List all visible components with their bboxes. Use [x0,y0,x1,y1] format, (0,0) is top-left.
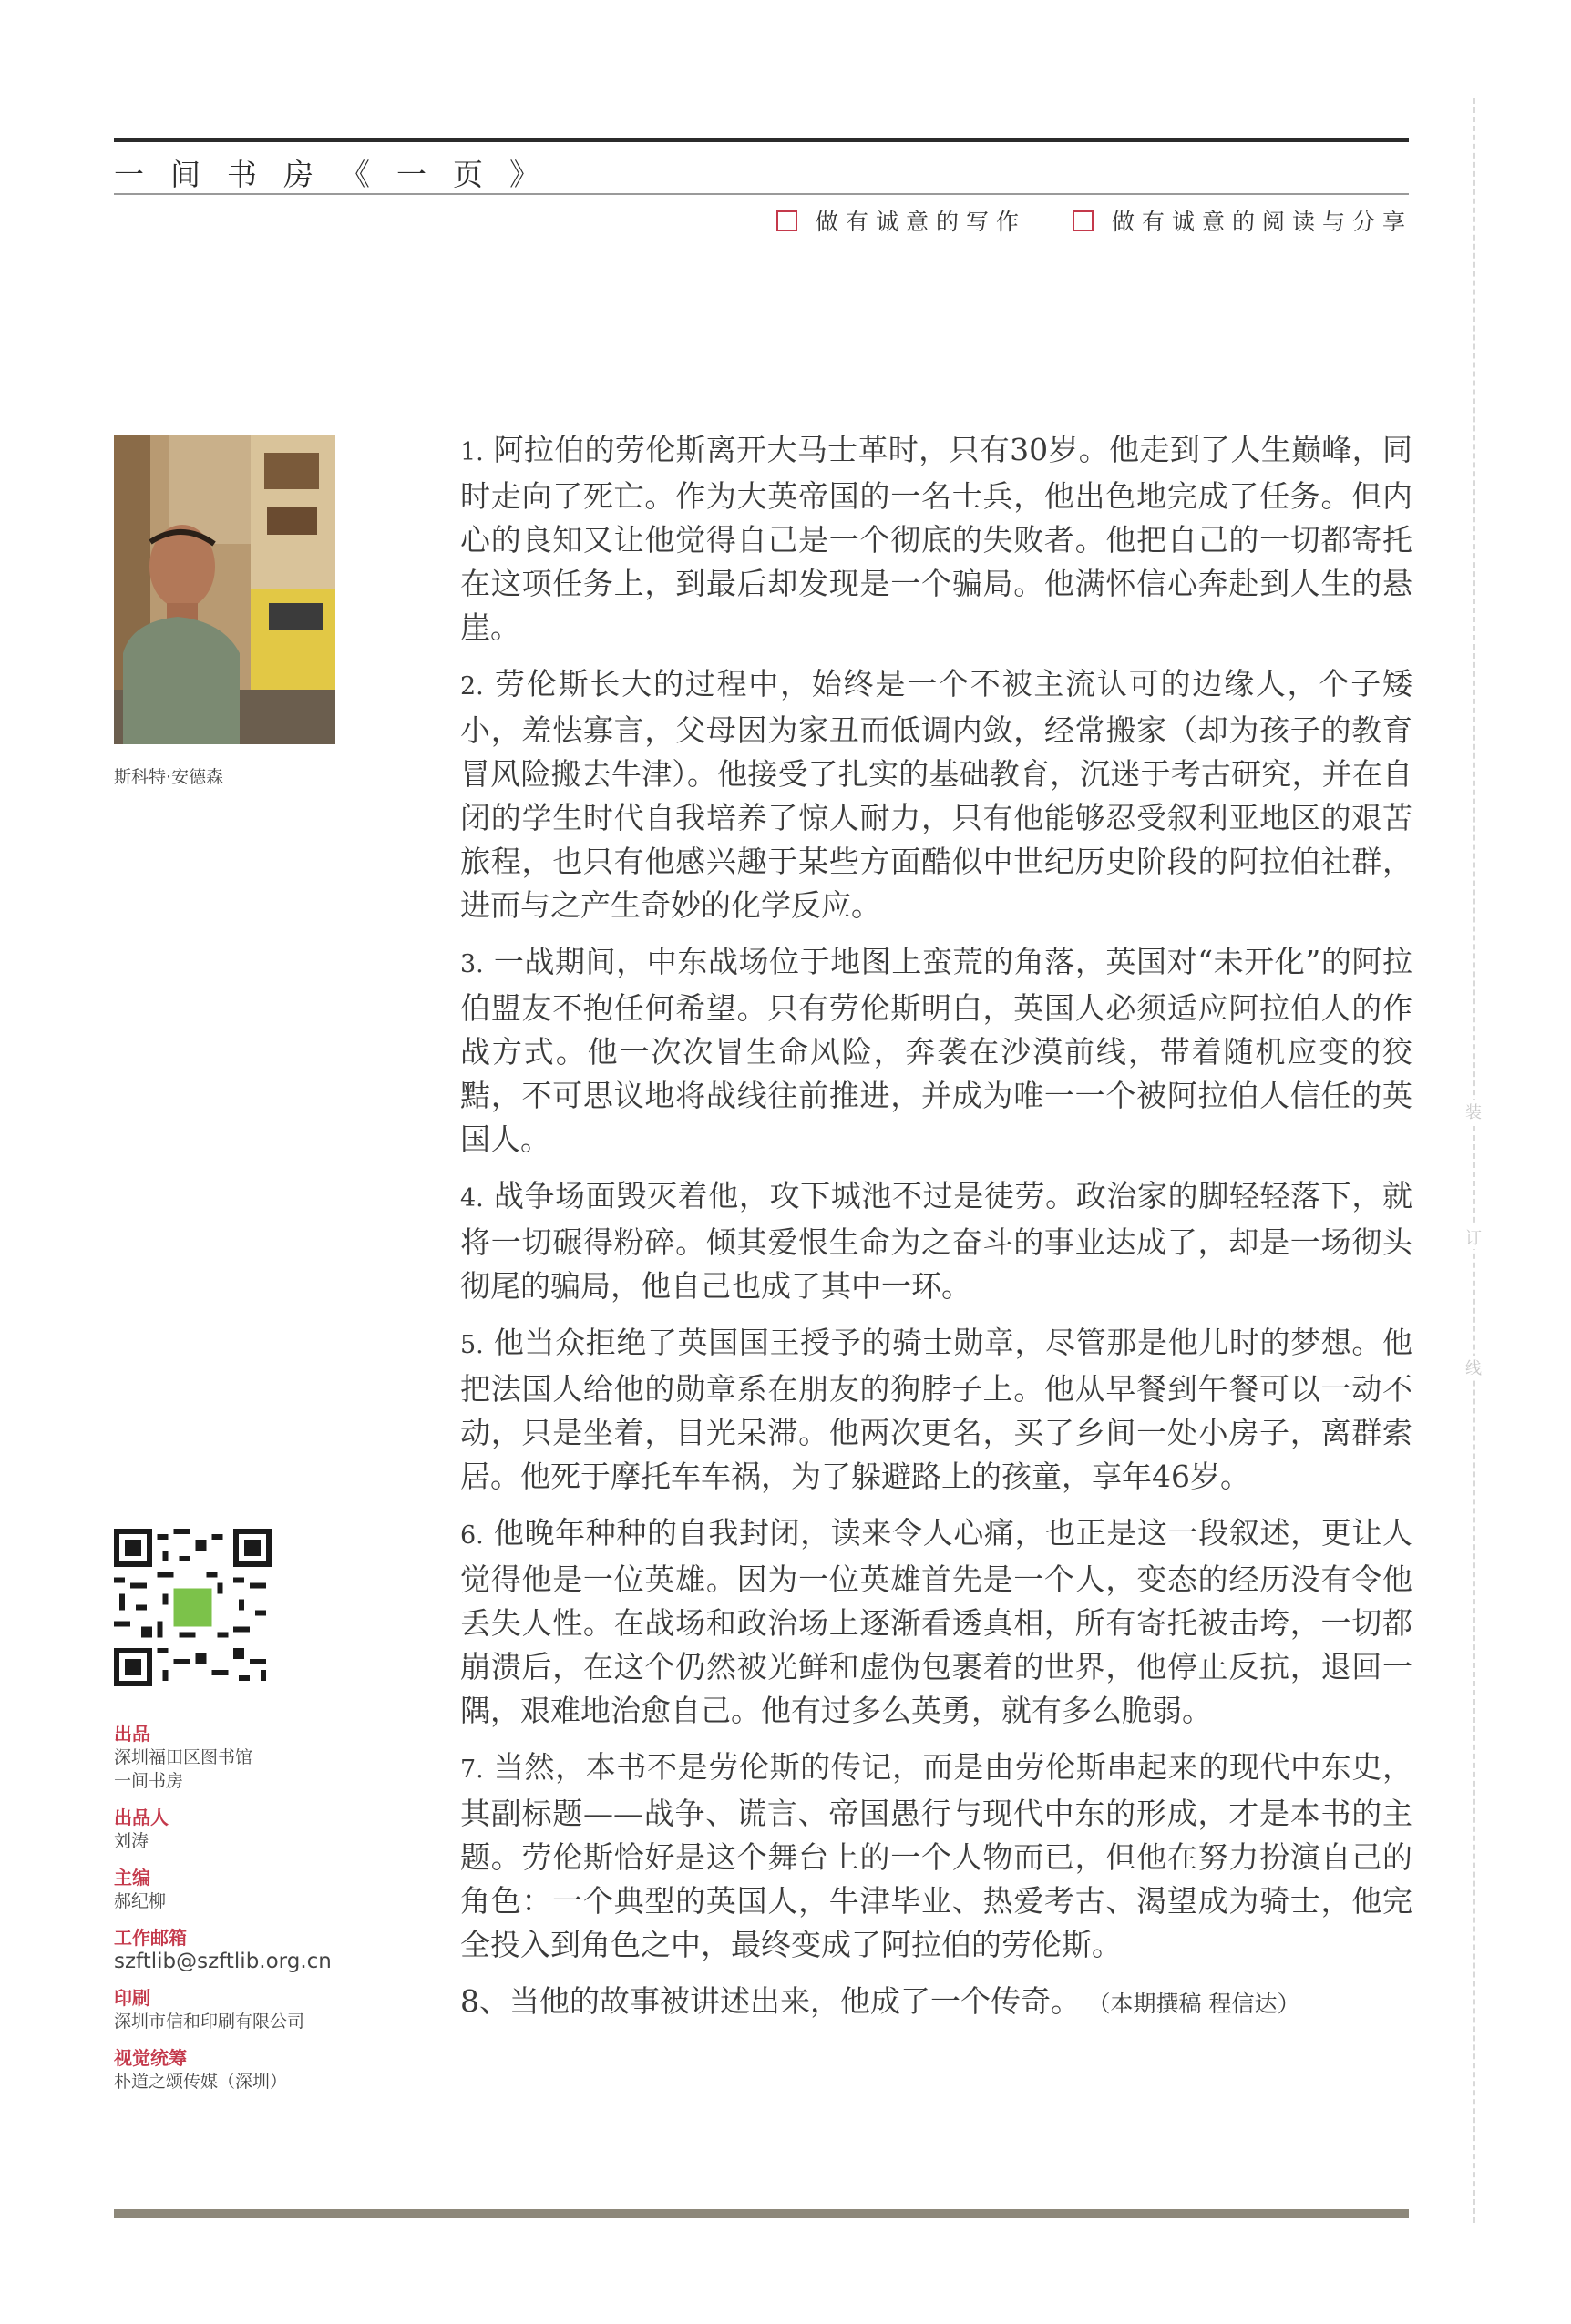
credit-value: 郝纪柳 [114,1891,167,1911]
paragraph-1 [460,428,1412,650]
credit-label: 工作邮箱 [114,1927,187,1949]
paragraph-text: 劳伦斯长大的过程中，始终是一个不被主流认可的边缘人，个子矮小，羞怯寡言，父母因为家丑而低调内敛，经常搬家（却为孩子的教育冒风险搬去牛津）。他接受了扎实的基础教育，沉迷于考古研究，并在自闭的学生时代自我培养了惊人耐力，只有他能够忍受叙利亚地区的艰苦旅程，也只有他感兴趣于某些方面酷似中世纪历史阶段的阿拉伯社群，进而与之产生奇妙的化学反应。 [460,666,1412,923]
tagline-writing [776,204,1026,237]
binding-mark-ding: 订 [1465,1225,1482,1249]
credit-printer [114,1986,387,2033]
footer-bar [114,2209,1409,2218]
credit-editor [114,1866,387,1913]
paragraph-number: 6. [460,1521,484,1550]
article-body [460,428,1412,2039]
credit-email [114,1926,387,1973]
credit-label: 出品人 [114,1807,169,1828]
paragraph-text: 他晚年种种的自我封闭，读来令人心痛，也正是这一段叙述，更让人觉得他是一位英雄。因为一位英雄首先是一个人，变态的经历没有令他丢失人性。在战场和政治场上逐渐看透真相，所有寄托被击垮，一切都崩溃后，在这个仍然被光鲜和虚伪包裹着的世界，他停止反抗，退回一隅，艰难地治愈自己。他有过多么英勇，就有多么脆弱。 [460,1515,1412,1728]
paragraph-7 [460,1746,1412,1967]
credit-producer [114,1806,387,1853]
paragraph-text: 一战期间，中东战场位于地图上蛮荒的角落，英国对“未开化”的阿拉伯盟友不抱任何希望。只有劳伦斯明白，英国人必须适应阿拉伯人的作战方式。他一次次冒生命风险，奔袭在沙漠前线，带着随机应变的狡黠，不可思议地将战线往前推进，并成为唯一一个被阿拉伯人信任的英国人。 [460,944,1412,1157]
paragraph-number: 3. [460,950,484,978]
credit-visual [114,2046,387,2094]
tagline-reading [1073,204,1412,237]
credit-value: 朴道之颂传媒（深圳） [114,2072,288,2092]
binding-mark-xian: 线 [1465,1356,1482,1379]
paragraph-number: 7. [460,1756,484,1784]
portrait-photo [114,435,335,744]
credits-block [114,1722,387,2106]
credit-publisher [114,1722,387,1793]
paragraph-number: 1. [460,438,484,466]
credit-label: 主编 [114,1867,150,1889]
tagline-reading-text: 做有诚意的阅读与分享 [1112,209,1413,235]
credit-value: 深圳福田区图书馆 [114,1747,253,1767]
paragraph-text: 他当众拒绝了英国国王授予的骑士勋章，尽管那是他儿时的梦想。他把法国人给他的勋章系在朋友的狗脖子上。他从早餐到午餐可以一动不动，只是坐着，目光呆滞。他两次更名，买了乡间一处小房子，离群索居。他死于摩托车车祸，为了躲避路上的孩童，享年46岁。 [460,1325,1412,1494]
author-signature: （本期撰稿 程信达） [1099,1991,1300,2017]
paragraph-3 [460,940,1412,1162]
binding-mark-zhuang: 装 [1465,1100,1482,1123]
paragraph-number: 2. [460,672,484,701]
checkbox-square-icon [1073,210,1094,231]
paragraph-8 [460,1980,1412,2026]
credit-value: 刘涛 [114,1831,149,1851]
author-portrait [114,435,335,744]
credit-label: 视觉统筹 [114,2047,187,2069]
paragraph-text: 战争场面毁灭着他，攻下城池不过是徒劳。政治家的脚轻轻落下，就将一切碾得粉碎。倾其爱恨生命为之奋斗的事业达成了，却是一场彻头彻尾的骗局，他自己也成了其中一环。 [460,1178,1412,1304]
credit-value: 深圳市信和印刷有限公司 [114,2012,305,2032]
contact-email[interactable]: szftlib@szftlib.org.cn [114,1950,332,1973]
portrait-caption: 斯科特·安德森 [114,767,224,787]
paragraph-number: 8、 [460,1983,509,2019]
credit-value: 一间书房 [114,1771,184,1791]
checkbox-square-icon [776,210,797,231]
paragraph-number: 5. [460,1331,484,1359]
credit-label: 出品 [114,1723,150,1745]
header-thin-rule [114,193,1409,195]
paragraph-6 [460,1511,1412,1733]
paragraph-2 [460,662,1412,927]
tagline-writing-text: 做有诚意的写作 [816,209,1027,235]
qr-code [114,1529,272,1686]
credit-label: 印刷 [114,1987,150,2009]
paragraph-4 [460,1174,1412,1308]
paragraph-text: 当他的故事被讲述出来，他成了一个传奇。 [509,1983,1081,2019]
paragraph-5 [460,1321,1412,1499]
binding-dashed-line [1473,98,1475,2223]
paragraph-text: 阿拉伯的劳伦斯离开大马士革时，只有30岁。他走到了人生巅峰，同时走向了死亡。作为大英帝国的一名士兵，他出色地完成了任务。但内心的良知又让他觉得自己是一个彻底的失败者。他把自己的一切都寄托在这项任务上，到最后却发现是一个骗局。他满怀信心奔赴到人生的悬崖。 [460,432,1412,645]
paragraph-text: 当然，本书不是劳伦斯的传记，而是由劳伦斯串起来的现代中东史，其副标题——战争、谎言、帝国愚行与现代中东的形成，才是本书的主题。劳伦斯恰好是这个舞台上的一个人物而已，但他在努力扮演自己的角色：一个典型的英国人，牛津毕业、热爱考古、渴望成为骑士，他完全投入到角色之中，最终变成了阿拉伯的劳伦斯。 [460,1749,1412,1962]
paragraph-number: 4. [460,1184,484,1213]
publication-title: 一间书房《一页》 [114,157,566,192]
header-top-rule [114,138,1409,142]
